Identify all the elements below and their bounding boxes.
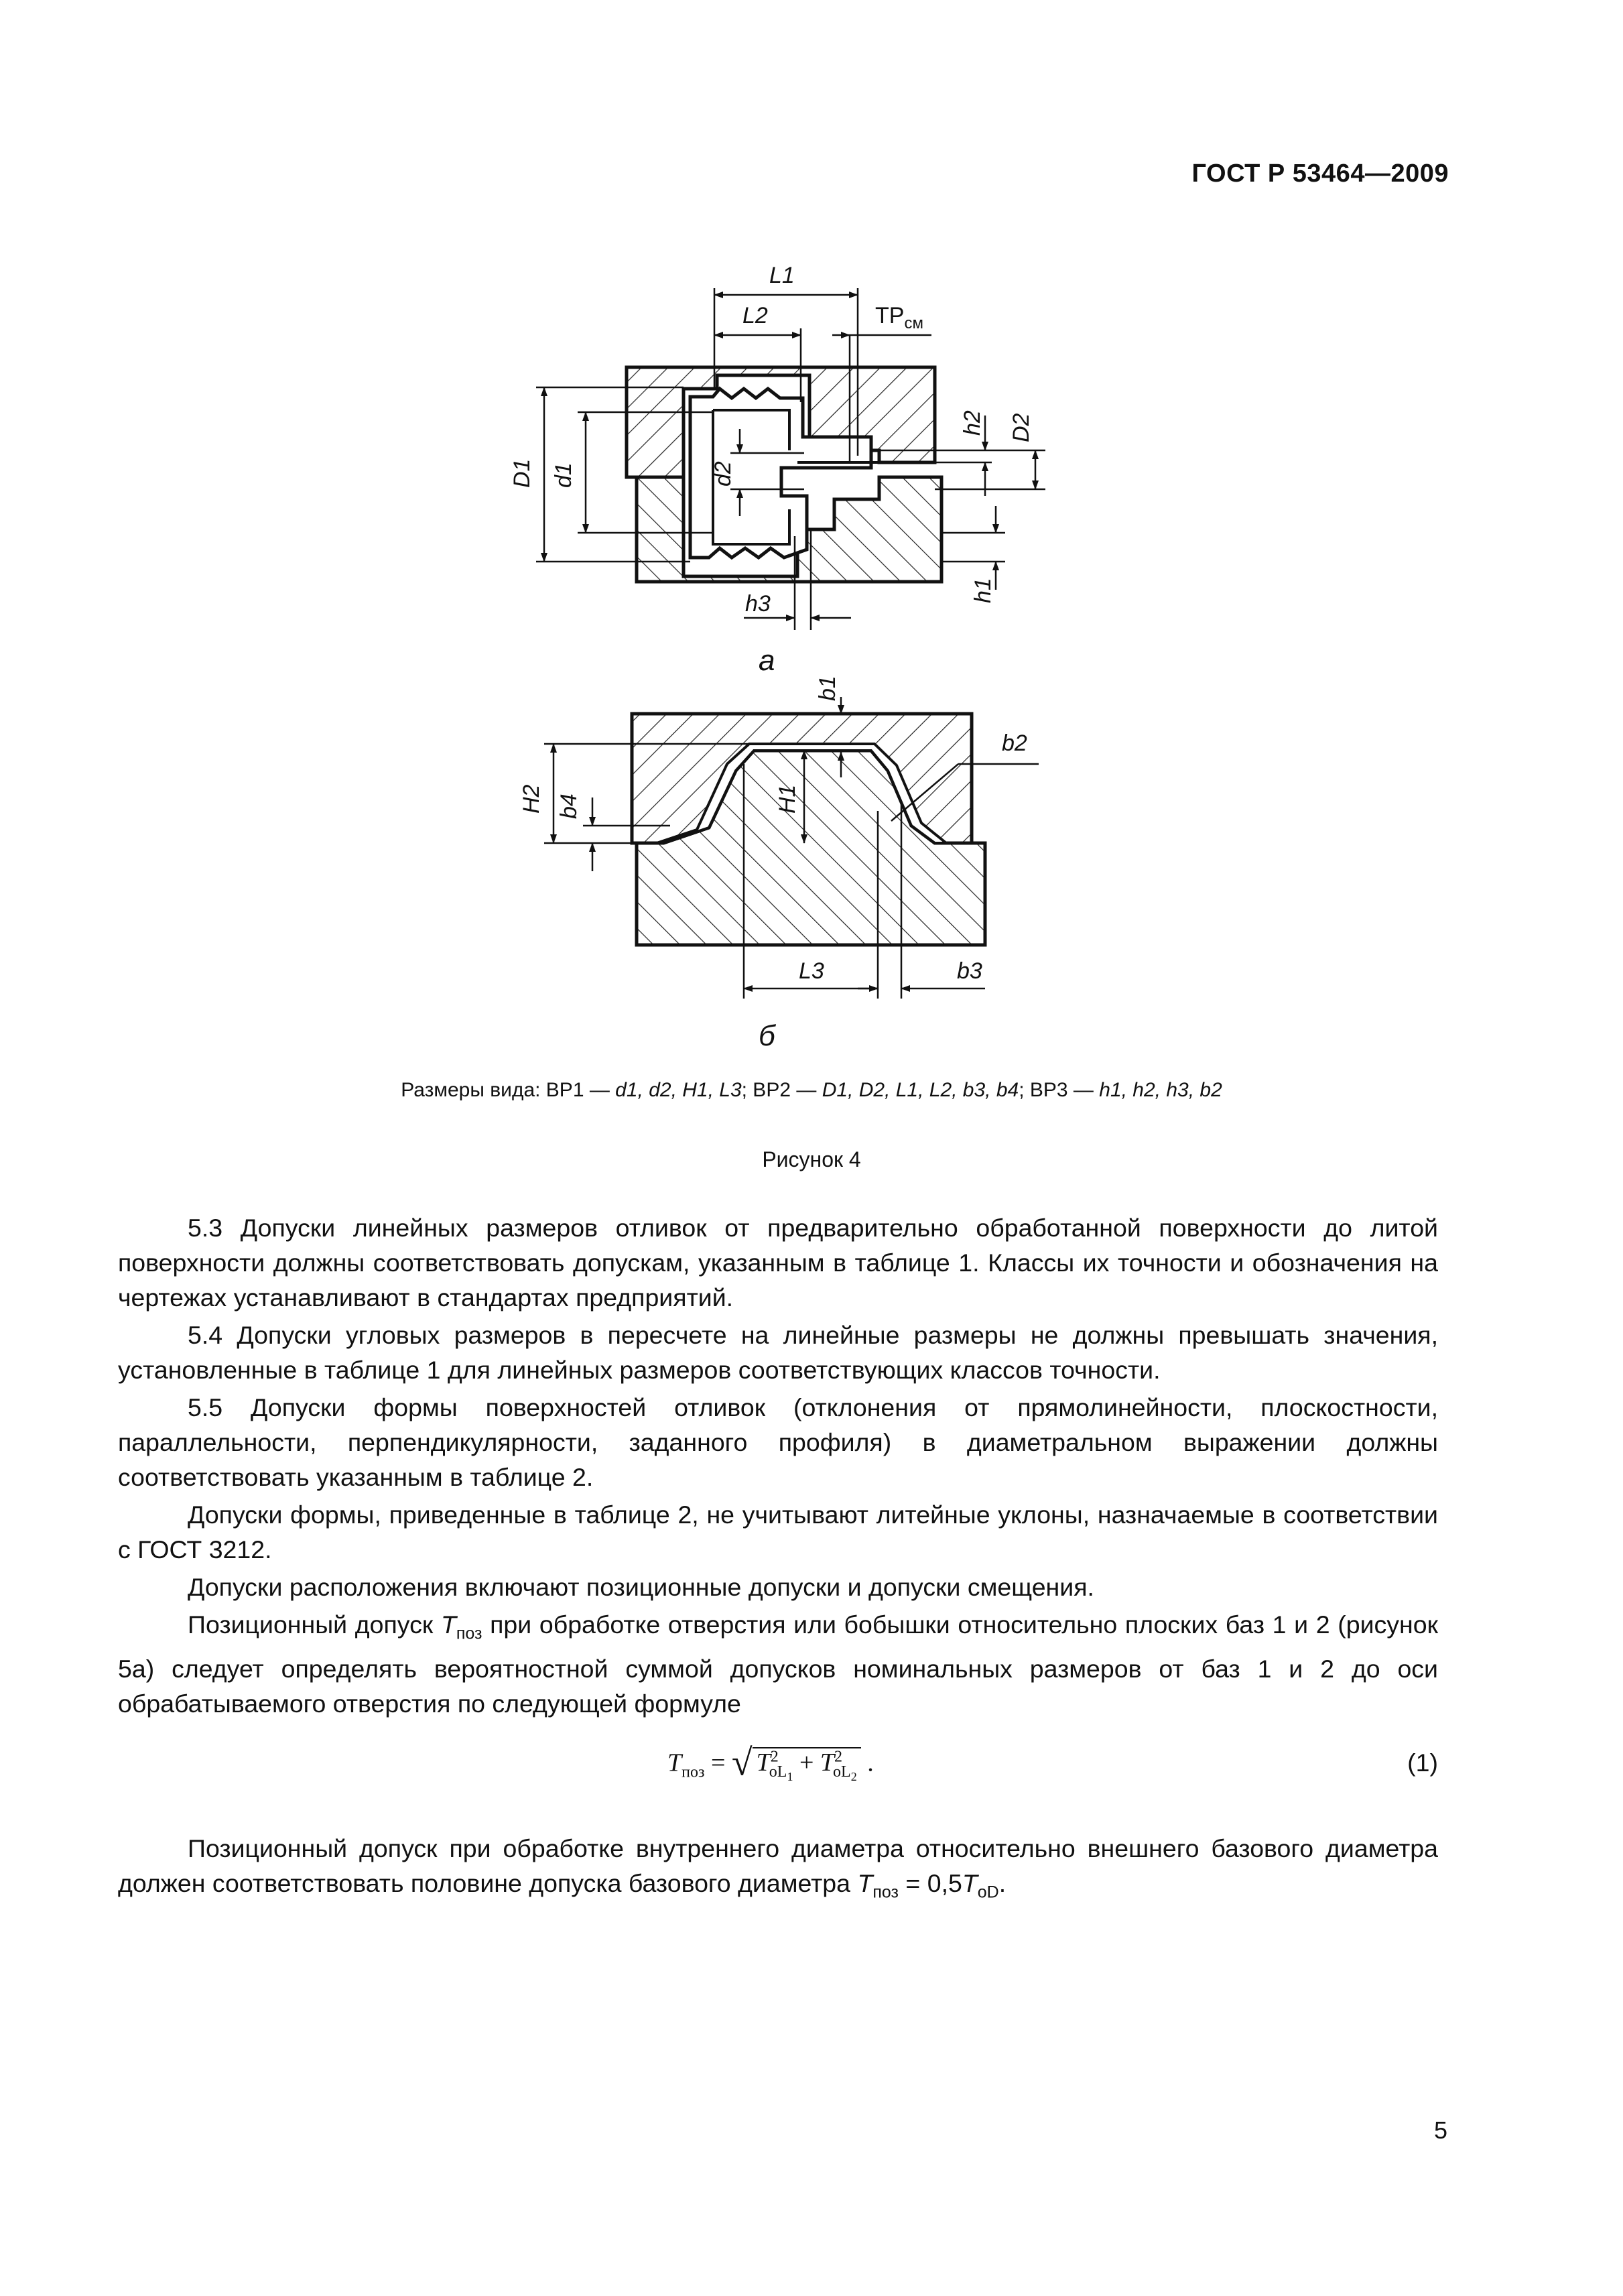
dim-h3: h3 (745, 591, 771, 617)
view-b (544, 697, 1039, 999)
dim-D2: D2 (1009, 413, 1034, 442)
paragraph-location-tolerances: Допуски расположения включают позиционные допуски и допуски смещения. (188, 1573, 1094, 1601)
figure-title: Рисунок 4 (762, 1147, 861, 1171)
paragraph-5-4: 5.4 Допуски угловых размеров в пересчете на линейные размеры не должны превышать значения, установленные в таблице 1 для линейных размеров соответствующих классов точности. (118, 1321, 1438, 1384)
paragraph-positional-tolerance: Позиционный допуск $T_{поз}$ при обработке отверстия или бобышки относительно плоских баз 1 и 2 (рисунок 5а) следует определять вероятностной суммой допусков номинальных размеров от баз 1 и 2 до оси обрабатываемого отверстия по следующей формуле (118, 1610, 1438, 1718)
dim-b3: b3 (957, 958, 982, 984)
view-a-label: а (759, 644, 775, 677)
dim-b2: b2 (1002, 730, 1027, 756)
dim-b4: b4 (556, 793, 582, 819)
view-b-label: б (759, 1019, 775, 1052)
dim-L1: L1 (769, 263, 795, 288)
paragraph-form-tolerances: Допуски формы, приведенные в таблице 2, не учитывают литейные уклоны, назначаемые в соответствии с ГОСТ 3212. (118, 1501, 1438, 1564)
body-text (118, 1210, 1438, 1909)
figure-drawing (0, 0, 1623, 1072)
page-number: 5 (1433, 2116, 1447, 2144)
dim-TP: $ТР_{см}$ (875, 303, 923, 332)
figure-sizes-caption: Размеры вида: ВР1 — d1, d2, H1, L3; ВР2 — D1, D2, L1, L2, b3, b4; ВР3 — h1, h2, h3, b2 (401, 1079, 1222, 1101)
formula-number: (1) (1407, 1748, 1438, 1777)
dim-b1: b1 (815, 676, 840, 701)
paragraph-5-5: 5.5 Допуски формы поверхностей отливок (отклонения от прямолинейности, плоскостности, параллельности, перпендикулярности, заданного профиля) в диаметральном выражении должны соответствовать указанным в таблице 2. (118, 1393, 1438, 1491)
formula-row (118, 1730, 1438, 1811)
dim-H1: H1 (775, 784, 800, 814)
dim-H2: H2 (519, 784, 544, 814)
dim-L3: L3 (799, 958, 824, 984)
dim-h2: h2 (960, 410, 985, 436)
dim-d1: d1 (551, 462, 576, 488)
paragraph-inner-diameter: Позиционный допуск при обработке внутреннего диаметра относительно внешнего базового диаметра должен соответствовать половине допуска базового диаметра $T_{поз} = 0,5T_{oD}$. (118, 1834, 1438, 1901)
document-number: ГОСТ Р 53464—2009 (1191, 160, 1449, 188)
dim-h1: h1 (970, 578, 996, 603)
view-a (536, 288, 1045, 630)
paragraph-5-3: 5.3 Допуски линейных размеров отливок от предварительно обработанной поверхности до литой поверхности должны соответствовать допускам, указанным в таблице 1. Классы их точности и обозначения на чертежах устанавливают в стандартах предприятий. (118, 1214, 1438, 1312)
formula-1: $T_{поз}$ = √ $T^2_{oL_1} + T^2_{oL_2}$ . (667, 1742, 874, 1784)
dim-L2: L2 (742, 303, 768, 328)
dim-D1: D1 (509, 458, 535, 488)
dim-d2: d2 (710, 461, 736, 487)
